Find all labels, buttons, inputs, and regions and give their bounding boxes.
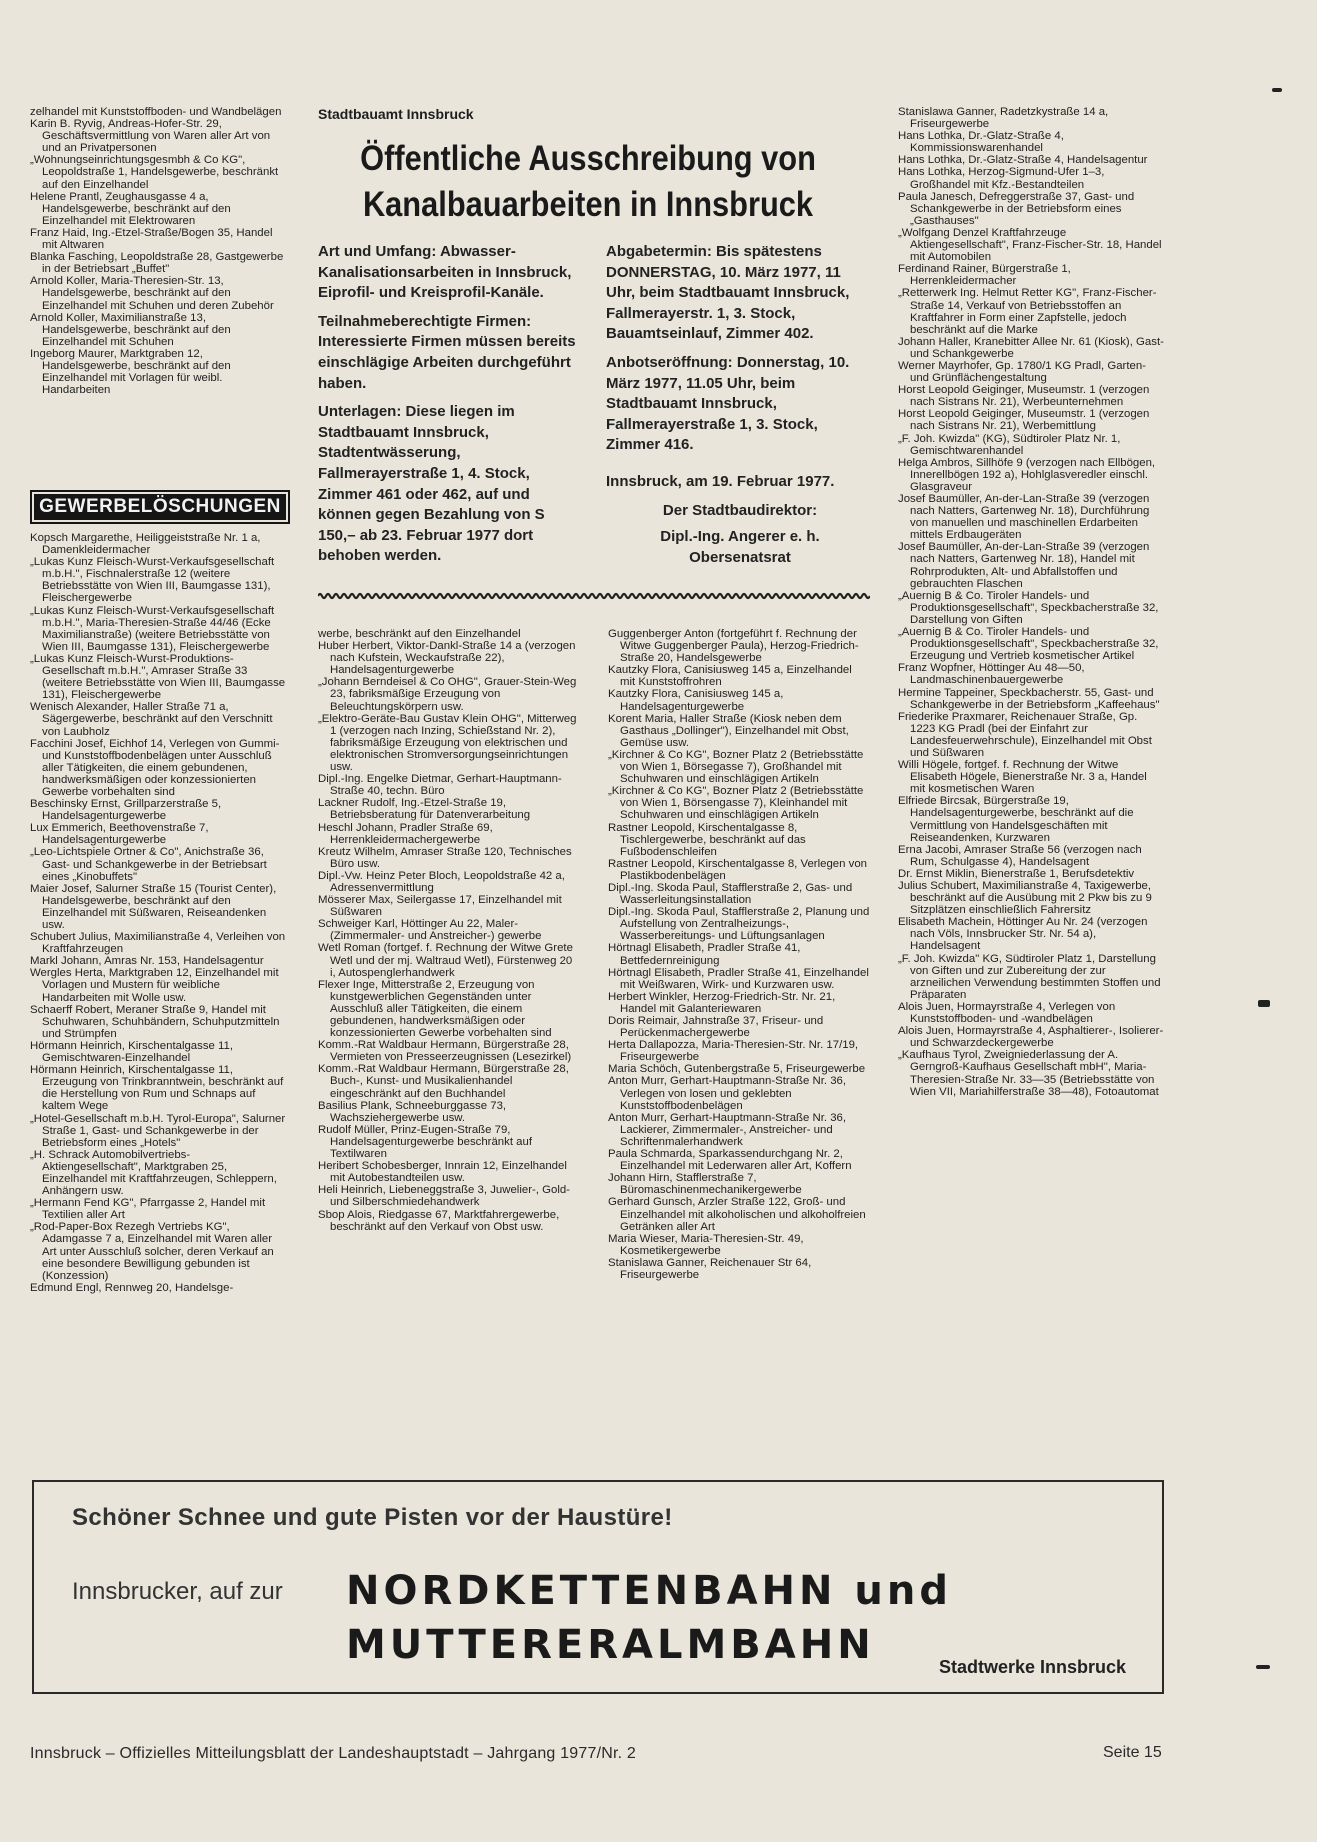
list-entry: „Lukas Kunz Fleisch-Wurst-Verkaufsgesellschaft m.b.H.", Fischnalerstraße 12 (weitere Betriebsstätte von Wien III, Baumgasse 131), Fleischergewerbe xyxy=(30,556,275,605)
list-entry: Maria Schöch, Gutenbergstraße 5, Friseurgewerbe xyxy=(608,1063,866,1076)
list-entry: Ferdinand Rainer, Bürgerstraße 1, Herrenkleidermacher xyxy=(898,263,1071,288)
list-entry: Doris Reimair, Jahnstraße 37, Friseur- und Perückenmachergewerbe xyxy=(608,1015,824,1040)
list-entry: Maier Josef, Salurner Straße 15 (Tourist Center), Handelsgewerbe, beschränkt auf den Einzelhandel mit Süßwaren, Reiseandenken usw. xyxy=(30,882,277,931)
footer-publication: Innsbruck – Offizielles Mitteilungsblatt der Landeshauptstadt – Jahrgang 1977/Nr. 2 xyxy=(30,1745,636,1762)
list-entry: Herbert Winkler, Herzog-Friedrich-Str. Nr. 21, Handel mit Galanteriewaren xyxy=(608,990,836,1015)
ad-slogan: Schöner Schnee und gute Pisten vor der Haustüre! xyxy=(72,1504,673,1531)
list-entry: Stanislawa Ganner, Radetzkystraße 14 a, Friseurgewerbe xyxy=(898,106,1109,131)
list-entry: Josef Baumüller, An-der-Lan-Straße 39 (verzogen nach Natters, Gartenweg Nr. 18), Handel mit Rohrprodukten, Alt- und Abfallstoffen und gebrauchten Flaschen xyxy=(898,541,1150,590)
list-entry: Kopsch Margarethe, Heiliggeiststraße Nr. 1 a, Damenkleidermacher xyxy=(30,532,261,557)
notice-label: Anbotseröffnung: xyxy=(606,353,733,371)
list-entry: Komm.-Rat Waldbaur Hermann, Bürgerstraße 28, Vermieten von Presseerzeugnissen (Lesezirkel) xyxy=(318,1039,572,1064)
list-entry: Hans Lothka, Dr.-Glatz-Straße 4, Handelsagentur xyxy=(898,154,1148,167)
list-entry: Kautzky Flora, Canisiusweg 145 a, Handelsagenturgewerbe xyxy=(608,688,784,713)
list-entry: Heschl Johann, Pradler Straße 69, Herrenkleidermachergewerbe xyxy=(318,821,493,846)
list-entry: Willi Högele, fortgef. f. Rechnung der Witwe Elisabeth Högele, Bienerstraße Nr. 3 a, Handel mit kosmetischen Waren xyxy=(898,759,1147,796)
notice-label: Abgabetermin: xyxy=(606,243,712,260)
list-entry: „Elektro-Geräte-Bau Gustav Klein OHG", Mitterweg 1 (verzogen nach Inzing, Schießstand Nr. 2), fabriksmäßige Erzeugung von elektrischen und elektronischen Stromversorgungseinrichtungen usw. xyxy=(318,712,577,774)
deregistration-list-column-2 xyxy=(318,628,580,1452)
list-entry: „Kirchner & Co KG", Bozner Platz 2 (Betriebsstätte von Wien 1, Börsegasse 7), Großhandel mit Schuhwaren und einschlägigen Artikeln xyxy=(608,748,864,786)
list-entry: „Retterwerk Ing. Helmut Retter KG", Franz-Fischer-Straße 14, Verkauf von Betriebsstoffen an Kraftfahrer in Form einer Zapfstelle, jedoch beschränkt auf die Marke xyxy=(898,287,1157,336)
list-entry: „Rod-Paper-Box Rezegh Vertriebs KG", Adamgasse 7 a, Einzelhandel mit Waren aller Art unter Ausschluß solcher, deren Verkauf an eine besondere Bewilligung gebunden ist (Konzession) xyxy=(30,1221,274,1282)
list-entry: Maria Wieser, Maria-Theresien-Str. 49, Kosmetikergewerbe xyxy=(608,1232,804,1257)
list-entry: Alois Juen, Hormayrstraße 4, Asphaltierer-, Isolierer- und Schwarzdeckergewerbe xyxy=(898,1025,1164,1050)
list-entry: „Leo-Lichtspiele Ortner & Co", Anichstraße 36, Gast- und Schankgewerbe in der Betriebsart eines „Kinobuffets" xyxy=(30,846,267,883)
list-entry: Helga Ambros, Sillhöfe 9 (verzogen nach Ellbögen, Innerellbögen 192 a), Hohlglasveredler einschl. Glasgraveur xyxy=(898,456,1156,493)
list-entry: Markl Johann, Amras Nr. 153, Handelsagentur xyxy=(30,955,264,968)
notice-title-line-2: Kanalbauarbeiten in Innsbruck xyxy=(362,185,814,224)
list-entry: Heli Heinrich, Liebeneggstraße 3, Juwelier-, Gold- und Silberschmiedehandwerk xyxy=(318,1184,570,1209)
list-entry: Anton Murr, Gerhart-Hauptmann-Straße Nr. 36, Lackierer, Zimmermaler-, Anstreicher- und Schriftenmalerhandwerk xyxy=(608,1111,847,1148)
list-entry: Anton Murr, Gerhart-Hauptmann-Straße Nr. 36, Verlegen von losen und geklebten Kunststoffbodenbelägen xyxy=(608,1075,847,1112)
list-entry: Hörtnagl Elisabeth, Pradler Straße 41, Einzelhandel mit Weißwaren, Wirk- und Kurzwaren usw. xyxy=(608,966,869,991)
notice-paragraph xyxy=(606,353,874,456)
list-entry: „Lukas Kunz Fleisch-Wurst-Produktions-Gesellschaft m.b.H.", Amraser Straße 33 (weitere Betriebsstätte von Wien III, Baumgasse 131), Fleischergewerbe xyxy=(30,652,286,702)
wavy-divider xyxy=(318,592,870,600)
list-entry: Huber Herbert, Viktor-Dankl-Straße 14 a (verzogen nach Kufstein, Weckaufstraße 22), Handelsagenturgewerbe xyxy=(318,640,576,677)
list-entry: Paula Janesch, Defreggerstraße 37, Gast- und Schankgewerbe in der Betriebsform eines „Gasthauses" xyxy=(898,190,1135,227)
list-entry: Facchini Josef, Eichhof 14, Verlegen von Gummi- und Kunststoffbodenbelägen unter Ausschluß aller Tätigkeiten, die einem gebundenen, handwerksmäßigen oder konzessionierten Gewerbe vorbehalten sind xyxy=(30,737,280,798)
deregistration-list-column-4 xyxy=(898,106,1164,1452)
list-entry: Kautzky Flora, Canisiusweg 145 a, Einzelhandel mit Kunststoffrohren xyxy=(608,664,852,689)
list-entry: Dipl.-Ing. Skoda Paul, Stafflerstraße 2, Gas- und Wasserleitungsinstallation xyxy=(608,881,853,907)
notice-right-column xyxy=(606,242,874,568)
notice-paragraph xyxy=(318,312,586,394)
list-entry: Erna Jacobi, Amraser Straße 56 (verzogen nach Rum, Schulgasse 4), Handelsagent xyxy=(898,843,1142,868)
list-entry: Karin B. Ryvig, Andreas-Hofer-Str. 29, Geschäftsvermittlung von Waren aller Art von und an Privatpersonen xyxy=(30,118,271,155)
ad-lead: Innsbrucker, auf zur xyxy=(72,1578,283,1605)
list-entry: „Lukas Kunz Fleisch-Wurst-Verkaufsgesellschaft m.b.H.", Maria-Theresien-Straße 44/46 (Ecke Maximilianstraße) (weitere Betriebsstätte von Wien III, Baumgasse 131), Fleischergewerbe xyxy=(30,604,275,653)
list-entry: Schweiger Karl, Höttinger Au 22, Maler-(Zimmermaler- und Anstreicher-) gewerbe xyxy=(318,918,542,943)
list-entry: Josef Baumüller, An-der-Lan-Straße 39 (verzogen nach Natters, Gartenweg Nr. 18), Durchführung von manuellen und maschinellen Erdarbeiten mittels Erdbaugeräten xyxy=(898,493,1150,542)
list-entry: Schaerff Robert, Meraner Straße 9, Handel mit Schuhwaren, Schuhbändern, Schuhputzmitteln und Strümpfen xyxy=(30,1003,280,1040)
ad-headline-line-2: MUTTERERALMBAHN xyxy=(346,1622,875,1668)
list-entry: „Johann Berndeisel & Co OHG", Grauer-Stein-Weg 23, fabriksmäßige Erzeugung von Beleuchtungskörpern usw. xyxy=(318,676,577,713)
notice-title xyxy=(350,136,825,228)
list-entry: Guggenberger Anton (fortgeführt f. Rechnung der Witwe Guggenberger Paula), Herzog-Friedrich-Straße 20, Handelsgewerbe xyxy=(608,628,859,665)
list-entry: Werner Mayrhofer, Gp. 1780/1 KG Pradl, Garten- und Grünflächengestaltung xyxy=(898,359,1146,385)
list-entry: „H. Schrack Automobilvertriebs-Aktiengesellschaft", Marktgraben 25, Einzelhandel mit Kraftfahrzeugen, Schleppern, Anhängern usw. xyxy=(30,1148,277,1198)
list-entry: Schubert Julius, Maximilianstraße 4, Verleihen von Kraftfahrzeugen xyxy=(30,931,286,956)
ad-headline-line-1: NORDKETTENBAHN und xyxy=(346,1568,953,1614)
list-entry: Friederike Praxmarer, Reichenauer Straße, Gp. 1223 KG Pradl (bei der Einfahrt zur Landesfeuerwehrschule), Einzelhandel mit Obst und Süßwaren xyxy=(898,710,1152,759)
list-entry: Korent Maria, Haller Straße (Kiosk neben dem Gasthaus „Dollinger"), Einzelhandel mit Obst, Gemüse usw. xyxy=(608,712,849,749)
list-entry: Wergles Herta, Marktgraben 12, Einzelhandel mit Vorlagen und Mustern für weibliche Handarbeiten mit Wolle usw. xyxy=(30,967,279,1004)
list-entry: Blanka Fasching, Leopoldstraße 28, Gastgewerbe in der Betriebsart „Buffet" xyxy=(30,251,284,276)
list-entry: Dipl.-Vw. Heinz Peter Bloch, Leopoldstraße 42 a, Adressenvermittlung xyxy=(318,869,565,894)
notice-text: Bis spätestens DONNERSTAG, 10. März 1977, 11 Uhr, beim Stadtbauamt Innsbruck, Fallmerayerstr. 1, 3. Stock, Bauamtseinlauf, Zimmer 402. xyxy=(606,243,850,343)
list-entry: Stanislawa Ganner, Reichenauer Str 64, Friseurgewerbe xyxy=(608,1256,812,1281)
ad-issuer: Stadtwerke Innsbruck xyxy=(938,1657,1126,1677)
notice-date-line: Innsbruck, am 19. Februar 1977. xyxy=(606,472,835,490)
list-entry: Wetl Roman (fortgef. f. Rechnung der Witwe Grete Wetl und der mj. Waltraud Wetl), Fürstenweg 20 i, Autospenglerhandwerk xyxy=(318,942,573,979)
list-entry: „Hotel-Gesellschaft m.b.H. Tyrol-Europa", Salurner Straße 1, Gast- und Schankgewerbe in der Betriebsform eines „Hotels" xyxy=(30,1112,286,1149)
margin-mark xyxy=(1272,88,1282,92)
footer-page-number: Seite 15 xyxy=(1103,1744,1162,1761)
list-entry: Dr. Ernst Miklin, Bienerstraße 1, Berufsdetektiv xyxy=(898,867,1135,880)
notice-text: Abwasser-Kanalisationsarbeiten in Innsbruck, Eiprofil- und Kreisprofil-Kanäle. xyxy=(318,243,572,302)
list-entry: Johann Hirn, Stafflerstraße 7, Büromaschinenmechanikergewerbe xyxy=(608,1172,802,1197)
list-entry: Dipl.-Ing. Skoda Paul, Stafflerstraße 2, Planung und Aufstellung von Zentralheizungs-, Wasserbereitungs- und Lüftungsanlagen xyxy=(608,906,870,943)
list-entry: Rudolf Müller, Prinz-Eugen-Straße 79, Handelsagenturgewerbe beschränkt auf Textilwaren xyxy=(318,1123,533,1161)
list-entry: Hörtnagl Elisabeth, Pradler Straße 41, Bettfedernreinigung xyxy=(608,942,801,967)
list-entry: Dipl.-Ing. Engelke Dietmar, Gerhart-Hauptmann-Straße 40, techn. Büro xyxy=(318,773,562,798)
list-entry: „Kaufhaus Tyrol, Zweigniederlassung der A. Gerngroß-Kaufhaus Gesellschaft mbH", Maria-Theresien-Straße Nr. 33—35 (Betriebsstätte von Wien VII, Mariahilferstraße 38—48), Fotoautomat xyxy=(898,1049,1159,1098)
list-entry: Herta Dallapozza, Maria-Theresien-Str. Nr. 17/19, Friseurgewerbe xyxy=(608,1039,859,1064)
notice-signature-title: Obersenatsrat xyxy=(689,548,791,566)
list-entry: Hörmann Heinrich, Kirschentalgasse 11, Gemischtwaren-Einzelhandel xyxy=(30,1039,234,1065)
list-entry: Lackner Rudolf, Ing.-Etzel-Straße 19, Betriebsberatung für Datenverarbeitung xyxy=(318,797,531,822)
notice-signature-name: Dipl.-Ing. Angerer e. h. xyxy=(660,528,820,546)
notice-label: Unterlagen: xyxy=(318,403,402,421)
notice-paragraph xyxy=(606,242,874,345)
list-entry: Hans Lothka, Dr.-Glatz-Straße 4, Kommissionswarenhandel xyxy=(898,130,1064,155)
list-entry: Gerhard Gunsch, Arzler Straße 122, Groß- und Einzelhandel mit alkoholischen und alkoholfreien Getränken aller Art xyxy=(608,1196,866,1233)
list-entry: Wenisch Alexander, Haller Straße 71 a, Sägergewerbe, beschränkt auf den Verschnitt von Laubholz xyxy=(30,701,273,738)
list-entry: Julius Schubert, Maximilianstraße 4, Taxigewerbe, beschränkt auf die Ausübung mit 2 Pkw bis zu 9 Sitzplätzen einschließlich Fahrersitz xyxy=(898,880,1152,917)
list-entry: Heribert Schobesberger, Innrain 12, Einzelhandel mit Autobestandteilen usw. xyxy=(318,1160,567,1185)
list-entry: „F. Joh. Kwizda" KG, Südtiroler Platz 1, Darstellung von Giften und zur Zubereitung der zur arzneilichen Verwendung bestimmten Stoffen und Präparaten xyxy=(898,952,1161,1001)
list-entry: Hans Lothka, Herzog-Sigmund-Ufer 1–3, Großhandel mit Kfz.-Bestandteilen xyxy=(898,166,1105,191)
list-entry: Elisabeth Machein, Höttinger Au Nr. 24 (verzogen nach Völs, Innsbrucker Str. Nr. 54 a), Handelsagent xyxy=(898,916,1148,953)
notice-label: Art und Umfang: xyxy=(318,243,437,260)
list-entry: Helene Prantl, Zeughausgasse 4 a, Handelsgewerbe, beschränkt auf den Einzelhandel mit Elektrowaren xyxy=(30,190,231,227)
list-entry: Komm.-Rat Waldbaur Hermann, Bürgerstraße 28, Buch-, Kunst- und Musikalienhandel eingeschränkt auf den Buchhandel xyxy=(318,1063,569,1100)
list-entry: Flexer Inge, Mitterstraße 2, Erzeugung von kunstgewerblichen Gegenständen unter Ausschluß aller Tätigkeiten, die einem gebundenen, handwerksmäßigen oder konzessionierten Gewerbe vorbehalten sind xyxy=(318,978,552,1040)
notice-text: Diese liegen im Stadtbauamt Innsbruck, Stadtentwässerung, Fallmerayerstraße 1, 4. Stock, Zimmer 461 oder 462, auf und können gegen Bezahlung von S 150,– ab 23. Februar 1977 dort behoben werden. xyxy=(318,403,545,565)
list-entry: Arnold Koller, Maria-Theresien-Str. 13, Handelsgewerbe, beschränkt auf den Einzelhandel mit Schuhen und deren Zubehör xyxy=(30,275,274,312)
registration-list-continued xyxy=(30,106,288,492)
notice-text: Donnerstag, 10. März 1977, 11.05 Uhr, beim Stadtbauamt Innsbruck, Fallmerayerstraße 1, 3. Stock, Zimmer 416. xyxy=(606,353,850,454)
list-entry: Basilius Plank, Schneeburggasse 73, Wachsziehergewerbe usw. xyxy=(318,1099,507,1124)
deregistration-list-column-3 xyxy=(608,628,870,1452)
list-entry: Franz Haid, Ing.-Etzel-Straße/Bogen 35, Handel mit Altwaren xyxy=(30,226,273,252)
list-entry: Horst Leopold Geiginger, Museumstr. 1 (verzogen nach Sistrans Nr. 21), Werbemittlung xyxy=(898,408,1150,433)
list-entry: Sbop Alois, Riedgasse 67, Marktfahrergewerbe, beschränkt auf den Verkauf von Obst usw. xyxy=(318,1208,560,1233)
list-entry: Elfriede Bircsak, Bürgerstraße 19, Handelsagenturgewerbe, beschränkt auf die Vermittlung von Handelsgeschäften mit Reiseandenken, Kurzwaren xyxy=(898,795,1134,844)
section-heading-gewerbeloeschungen: GEWERBELÖSCHUNGEN xyxy=(30,490,290,524)
list-entry: „Auernig B & Co. Tiroler Handels- und Produktionsgesellschaft", Speckbacherstraße 32, Erzeugung und Vertrieb kosmetischer Artikel xyxy=(898,626,1159,663)
list-entry: „Kirchner & Co KG", Bozner Platz 2 (Betriebsstätte von Wien 1, Börsengasse 7), Kleinhandel mit Schuhwaren und einschlägigen Artikeln xyxy=(608,785,864,822)
list-entry: Mösserer Max, Seilergasse 17, Einzelhandel mit Süßwaren xyxy=(318,894,562,919)
notice-signature-role: Der Stadtbaudirektor: xyxy=(662,501,818,519)
list-entry: Rastner Leopold, Kirschentalgasse 8, Tischlergewerbe, beschränkt auf das Fußbodenschleifen xyxy=(608,821,806,858)
list-entry: Johann Haller, Kranebitter Allee Nr. 61 (Kiosk), Gast- und Schankgewerbe xyxy=(898,335,1164,360)
notice-label: Teilnahmeberechtigte Firmen: xyxy=(318,312,532,330)
list-entry: „Hermann Fend KG", Pfarrgasse 2, Handel mit Textilien aller Art xyxy=(30,1197,266,1222)
notice-office: Stadtbauamt Innsbruck xyxy=(318,106,474,122)
list-entry: Franz Wopfner, Höttinger Au 48—50, Landmaschinenbauergewerbe xyxy=(898,662,1085,687)
list-entry: „Auernig B & Co. Tiroler Handels- und Produktionsgesellschaft", Speckbacherstraße 32, Darstellung von Giften xyxy=(898,589,1159,626)
list-entry: zelhandel mit Kunststoffboden- und Wandbelägen xyxy=(30,106,282,118)
list-entry: Hermine Tappeiner, Speckbacherstr. 55, Gast- und Schankgewerbe in der Betriebsform „Kaffeehaus" xyxy=(898,686,1160,711)
list-entry: Ingeborg Maurer, Marktgraben 12, Handelsgewerbe, beschränkt auf den Einzelhandel mit Vorlagen für weibl. Handarbeiten xyxy=(30,347,231,397)
notice-text: Interessierte Firmen müssen bereits einschlägige Arbeiten durchgeführt haben. xyxy=(318,333,576,392)
deregistration-list-column-1 xyxy=(30,532,288,1452)
margin-mark xyxy=(1256,1665,1270,1669)
notice-title-line-1: Öffentliche Ausschreibung von xyxy=(360,139,816,178)
list-entry: Kreutz Wilhelm, Amraser Straße 120, Technisches Büro usw. xyxy=(318,845,572,870)
list-entry: Horst Leopold Geiginger, Museumstr. 1 (verzogen nach Sistrans Nr. 21), Werbeunternehmen xyxy=(898,384,1150,409)
cable-car-advertisement xyxy=(32,1480,1164,1694)
list-entry: Hörmann Heinrich, Kirschentalgasse 11, Erzeugung von Trinkbranntwein, beschränkt auf die Herstellung von Rum und Schnaps auf kaltem Wege xyxy=(30,1064,284,1113)
list-entry: Lux Emmerich, Beethovenstraße 7, Handelsagenturgewerbe xyxy=(30,822,209,847)
list-entry: Rastner Leopold, Kirschentalgasse 8, Verlegen von Plastikbodenbelägen xyxy=(608,857,867,882)
margin-mark xyxy=(1258,1000,1270,1007)
list-entry: „F. Joh. Kwizda" (KG), Südtiroler Platz Nr. 1, Gemischtwarenhandel xyxy=(898,432,1121,457)
notice-left-column xyxy=(318,242,586,575)
list-entry: Beschinsky Ernst, Grillparzerstraße 5, Handelsagenturgewerbe xyxy=(30,798,222,823)
list-entry: Arnold Koller, Maximilianstraße 13, Handelsgewerbe, beschränkt auf den Einzelhandel mit Schuhen xyxy=(30,311,231,348)
list-entry: „Wolfgang Denzel Kraftfahrzeuge Aktiengesellschaft", Franz-Fischer-Str. 18, Handel mit Automobilen xyxy=(898,226,1162,264)
notice-paragraph xyxy=(318,242,586,304)
list-entry: Paula Schmarda, Sparkassendurchgang Nr. 2, Einzelhandel mit Lederwaren aller Art, Koffern xyxy=(608,1148,852,1173)
notice-paragraph xyxy=(318,402,586,567)
list-entry: „Wohnungseinrichtungsgesmbh & Co KG", Leopoldstraße 1, Handelsgewerbe, beschränkt auf den Einzelhandel xyxy=(30,154,279,191)
list-entry: Alois Juen, Hormayrstraße 4, Verlegen von Kunststoffboden- und -wandbelägen xyxy=(898,1000,1116,1026)
list-entry: Edmund Engl, Rennweg 20, Handelsge- xyxy=(30,1281,234,1294)
list-entry: werbe, beschränkt auf den Einzelhandel xyxy=(318,628,521,640)
